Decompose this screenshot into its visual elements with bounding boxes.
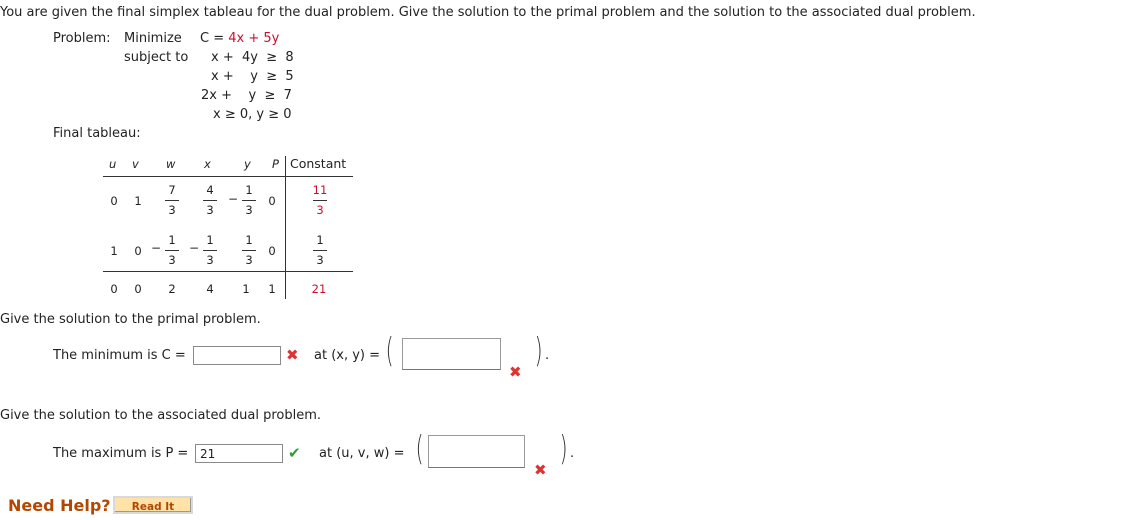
question-intro: You are given the final simplex tableau for the dual problem. Give the solution to the primal problem and the solution to the associated dual problem. (0, 5, 976, 20)
r2-w: 1 3 (162, 233, 182, 267)
header-p: P (272, 157, 279, 171)
dual-point-label: at (u, v, w) = (319, 446, 405, 461)
header-w: w (166, 157, 176, 171)
left-paren-icon: ( (385, 331, 394, 371)
header-v: v (132, 157, 139, 171)
read-it-button[interactable]: Read It (113, 496, 193, 514)
r3-x: 4 (206, 282, 214, 296)
dual-prompt: Give the solution to the associated dual problem. (0, 408, 322, 423)
r1-v: 1 (134, 194, 142, 208)
dual-period: . (570, 446, 575, 461)
r2-u: 1 (110, 244, 118, 258)
r1-u: 0 (110, 194, 118, 208)
header-divider (103, 176, 353, 177)
right-paren-icon: ) (559, 429, 568, 469)
r3-u: 0 (110, 282, 118, 296)
r2-y: 1 3 (239, 233, 259, 267)
left-paren-icon: ( (415, 429, 424, 469)
primal-period: . (545, 348, 550, 363)
constraint-2: x + y ≥ 5 (211, 69, 294, 84)
objective-function (200, 31, 279, 46)
problem-label: Problem: (53, 31, 111, 46)
r1-y: 1 3 (239, 183, 259, 217)
nonnegativity-constraint: x ≥ 0, y ≥ 0 (213, 107, 292, 122)
r2-x: 1 3 (200, 233, 220, 267)
r1-w: 7 3 (162, 183, 182, 217)
subject-to-label: subject to (124, 50, 189, 65)
header-constant: Constant (290, 156, 347, 171)
header-u: u (109, 157, 117, 171)
primal-point-label: at (x, y) = (314, 348, 381, 363)
objective-row-divider (103, 271, 353, 272)
primal-min-label: The minimum is C = (53, 348, 186, 363)
minimize-label: Minimize (124, 31, 182, 46)
primal-point-input[interactable] (402, 338, 501, 370)
r3-w: 2 (168, 282, 176, 296)
incorrect-icon: ✖ (509, 363, 522, 381)
constraint-3: 2x + y ≥ 7 (201, 88, 292, 103)
r3-v: 0 (134, 282, 142, 296)
r3-p: 1 (268, 282, 276, 296)
incorrect-icon: ✖ (286, 346, 299, 364)
objective-rhs: 4x + 5y (228, 31, 280, 46)
r2-v: 0 (134, 244, 142, 258)
final-tableau-label: Final tableau: (53, 126, 141, 141)
r2-constant: 1 3 (310, 233, 330, 267)
incorrect-icon: ✖ (534, 461, 547, 479)
objective-lhs: C = (200, 31, 225, 46)
dual-point-input[interactable] (428, 435, 525, 468)
r3-y: 1 (242, 282, 250, 296)
r2-x-sign: − (189, 241, 200, 255)
primal-min-input[interactable] (193, 346, 281, 365)
dual-max-input[interactable]: 21 (195, 444, 283, 463)
header-x: x (204, 157, 211, 171)
dual-max-label: The maximum is P = (53, 446, 189, 461)
r1-y-sign: − (228, 192, 239, 206)
r2-p: 0 (268, 244, 276, 258)
r3-constant: 21 (311, 282, 327, 296)
need-help-label: Need Help? (8, 496, 111, 515)
right-paren-icon: ) (534, 331, 543, 371)
r2-w-sign: − (151, 241, 162, 255)
header-y: y (244, 157, 251, 171)
primal-prompt: Give the solution to the primal problem. (0, 312, 261, 327)
r1-constant: 11 3 (312, 183, 328, 217)
r1-x: 4 3 (200, 183, 220, 217)
r1-p: 0 (268, 194, 276, 208)
correct-icon: ✔ (288, 444, 301, 462)
constraint-1: x + 4y ≥ 8 (211, 50, 294, 65)
constant-column-divider (285, 156, 286, 299)
